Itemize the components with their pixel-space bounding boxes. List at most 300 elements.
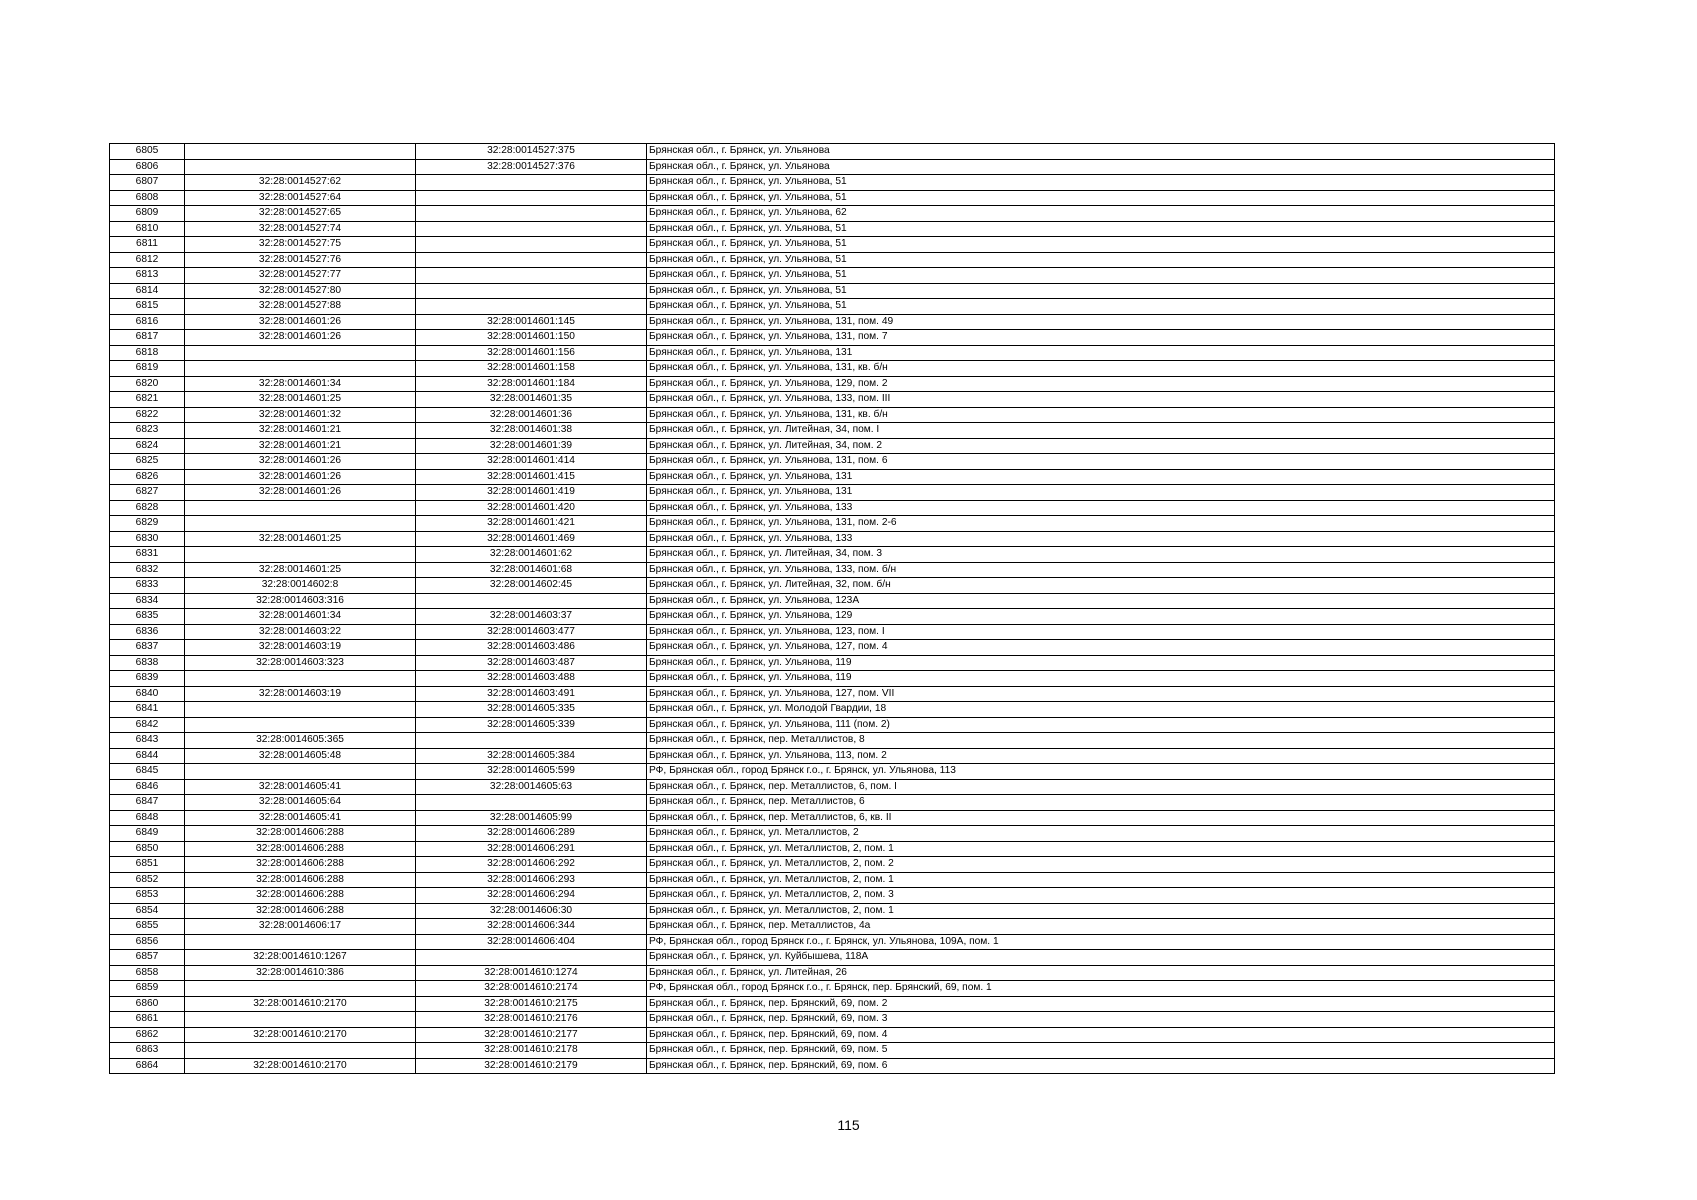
cadastral-number-secondary-cell: 32:28:0014601:145 [416,314,647,330]
cadastral-number-primary-cell: 32:28:0014601:34 [185,609,416,625]
row-number-cell: 6810 [110,221,185,237]
cadastral-number-primary-cell: 32:28:0014610:386 [185,965,416,981]
row-number-cell: 6842 [110,717,185,733]
address-cell: Брянская обл., г. Брянск, ул. Ульянова, 129, пом. 2 [647,376,1555,392]
cadastral-number-primary-cell: 32:28:0014603:316 [185,593,416,609]
cadastral-number-primary-cell [185,547,416,563]
cadastral-number-secondary-cell: 32:28:0014603:486 [416,640,647,656]
cadastral-number-primary-cell [185,345,416,361]
table-row [110,1043,1555,1059]
cadastral-number-secondary-cell: 32:28:0014602:45 [416,578,647,594]
cadastral-number-secondary-cell: 32:28:0014606:294 [416,888,647,904]
table-row [110,717,1555,733]
table-row [110,934,1555,950]
table-row [110,562,1555,578]
cadastral-number-primary-cell: 32:28:0014601:26 [185,454,416,470]
address-cell: Брянская обл., г. Брянск, ул. Ульянова, 119 [647,671,1555,687]
cadastral-number-primary-cell: 32:28:0014527:65 [185,206,416,222]
table-row [110,1012,1555,1028]
row-number-cell: 6841 [110,702,185,718]
address-cell: Брянская обл., г. Брянск, ул. Ульянова, 133, пом. б/н [647,562,1555,578]
address-cell: Брянская обл., г. Брянск, ул. Ульянова, 133, пом. III [647,392,1555,408]
cadastral-number-primary-cell: 32:28:0014601:21 [185,423,416,439]
cadastral-number-secondary-cell: 32:28:0014601:158 [416,361,647,377]
cadastral-number-secondary-cell: 32:28:0014601:414 [416,454,647,470]
table-row [110,345,1555,361]
cadastral-number-primary-cell: 32:28:0014601:26 [185,330,416,346]
address-cell: Брянская обл., г. Брянск, ул. Ульянова, 127, пом. VII [647,686,1555,702]
cadastral-number-primary-cell: 32:28:0014601:25 [185,562,416,578]
address-cell: Брянская обл., г. Брянск, ул. Металлистов, 2, пом. 1 [647,841,1555,857]
cadastral-number-secondary-cell: 32:28:0014601:36 [416,407,647,423]
cadastral-number-secondary-cell: 32:28:0014601:68 [416,562,647,578]
cadastral-number-secondary-cell [416,795,647,811]
row-number-cell: 6812 [110,252,185,268]
table-row [110,407,1555,423]
row-number-cell: 6818 [110,345,185,361]
cadastral-number-secondary-cell: 32:28:0014605:335 [416,702,647,718]
cadastral-number-primary-cell: 32:28:0014601:26 [185,485,416,501]
cadastral-number-primary-cell: 32:28:0014606:288 [185,841,416,857]
row-number-cell: 6811 [110,237,185,253]
cadastral-number-secondary-cell: 32:28:0014601:415 [416,469,647,485]
cadastral-number-secondary-cell: 32:28:0014527:376 [416,159,647,175]
address-cell: Брянская обл., г. Брянск, ул. Ульянова, 131, пом. 6 [647,454,1555,470]
cadastral-number-secondary-cell: 32:28:0014606:291 [416,841,647,857]
address-cell: Брянская обл., г. Брянск, пер. Металлистов, 4а [647,919,1555,935]
table-row [110,888,1555,904]
address-cell: Брянская обл., г. Брянск, ул. Металлистов, 2, пом. 2 [647,857,1555,873]
cadastral-number-secondary-cell: 32:28:0014605:99 [416,810,647,826]
address-cell: РФ, Брянская обл., город Брянск г.о., г. Брянск, ул. Ульянова, 113 [647,764,1555,780]
cadastral-number-primary-cell: 32:28:0014610:2170 [185,1058,416,1074]
cadastral-number-primary-cell [185,934,416,950]
cadastral-number-primary-cell [185,516,416,532]
cadastral-number-primary-cell: 32:28:0014603:22 [185,624,416,640]
cadastral-number-primary-cell [185,1043,416,1059]
address-cell: Брянская обл., г. Брянск, пер. Брянский, 69, пом. 5 [647,1043,1555,1059]
cadastral-number-primary-cell: 32:28:0014527:74 [185,221,416,237]
address-cell: Брянская обл., г. Брянск, пер. Металлистов, 6 [647,795,1555,811]
cadastral-number-primary-cell: 32:28:0014527:76 [185,252,416,268]
cadastral-number-secondary-cell [416,221,647,237]
address-cell: Брянская обл., г. Брянск, пер. Брянский, 69, пом. 6 [647,1058,1555,1074]
table-row [110,438,1555,454]
address-cell: РФ, Брянская обл., город Брянск г.о., г. Брянск, ул. Ульянова, 109А, пом. 1 [647,934,1555,950]
cadastral-number-secondary-cell: 32:28:0014601:419 [416,485,647,501]
cadastral-number-primary-cell [185,981,416,997]
cadastral-number-primary-cell: 32:28:0014527:62 [185,175,416,191]
table-row [110,144,1555,160]
table-row [110,175,1555,191]
table-row [110,578,1555,594]
table-row [110,252,1555,268]
address-cell: Брянская обл., г. Брянск, ул. Ульянова, 123А [647,593,1555,609]
row-number-cell: 6837 [110,640,185,656]
cadastral-number-primary-cell: 32:28:0014603:323 [185,655,416,671]
cadastral-number-primary-cell: 32:28:0014601:26 [185,469,416,485]
table-row [110,903,1555,919]
row-number-cell: 6823 [110,423,185,439]
table-row [110,795,1555,811]
cadastral-number-primary-cell: 32:28:0014606:288 [185,888,416,904]
address-cell: Брянская обл., г. Брянск, ул. Литейная, 32, пом. б/н [647,578,1555,594]
address-cell: Брянская обл., г. Брянск, ул. Ульянова, 127, пом. 4 [647,640,1555,656]
address-cell: Брянская обл., г. Брянск, ул. Ульянова [647,144,1555,160]
table-row [110,1027,1555,1043]
address-cell: Брянская обл., г. Брянск, пер. Брянский, 69, пом. 4 [647,1027,1555,1043]
table-row [110,996,1555,1012]
cadastral-number-secondary-cell [416,950,647,966]
address-cell: Брянская обл., г. Брянск, ул. Ульянова, 129 [647,609,1555,625]
row-number-cell: 6855 [110,919,185,935]
row-number-cell: 6831 [110,547,185,563]
cadastral-number-primary-cell [185,361,416,377]
row-number-cell: 6848 [110,810,185,826]
cadastral-number-primary-cell: 32:28:0014606:288 [185,903,416,919]
table-row [110,314,1555,330]
table-row [110,733,1555,749]
address-cell: Брянская обл., г. Брянск, ул. Молодой Гвардии, 18 [647,702,1555,718]
address-cell: Брянская обл., г. Брянск, пер. Брянский, 69, пом. 2 [647,996,1555,1012]
cadastral-number-secondary-cell [416,733,647,749]
cadastral-number-secondary-cell: 32:28:0014606:344 [416,919,647,935]
row-number-cell: 6834 [110,593,185,609]
cadastral-number-secondary-cell: 32:28:0014606:404 [416,934,647,950]
table-row [110,268,1555,284]
address-cell: Брянская обл., г. Брянск, ул. Литейная, 34, пом. I [647,423,1555,439]
cadastral-number-secondary-cell: 32:28:0014603:488 [416,671,647,687]
cadastral-number-primary-cell: 32:28:0014601:26 [185,314,416,330]
table-row [110,392,1555,408]
cadastral-number-primary-cell: 32:28:0014606:288 [185,826,416,842]
row-number-cell: 6847 [110,795,185,811]
address-cell: Брянская обл., г. Брянск, ул. Ульянова [647,159,1555,175]
cadastral-number-primary-cell: 32:28:0014606:17 [185,919,416,935]
address-cell: Брянская обл., г. Брянск, ул. Ульянова, 133 [647,531,1555,547]
cadastral-number-secondary-cell: 32:28:0014601:156 [416,345,647,361]
row-number-cell: 6814 [110,283,185,299]
cadastral-number-primary-cell: 32:28:0014601:25 [185,392,416,408]
address-cell: Брянская обл., г. Брянск, ул. Ульянова, 119 [647,655,1555,671]
cadastral-number-secondary-cell [416,283,647,299]
cadastral-number-primary-cell: 32:28:0014605:41 [185,779,416,795]
table-row [110,516,1555,532]
table-row [110,810,1555,826]
table-row [110,500,1555,516]
cadastral-number-primary-cell: 32:28:0014527:75 [185,237,416,253]
cadastral-number-secondary-cell: 32:28:0014601:38 [416,423,647,439]
address-cell: Брянская обл., г. Брянск, ул. Ульянова, 51 [647,190,1555,206]
table-row [110,919,1555,935]
row-number-cell: 6860 [110,996,185,1012]
address-cell: Брянская обл., г. Брянск, ул. Ульянова, 51 [647,299,1555,315]
address-cell: Брянская обл., г. Брянск, пер. Металлистов, 8 [647,733,1555,749]
address-cell: Брянская обл., г. Брянск, ул. Ульянова, 113, пом. 2 [647,748,1555,764]
row-number-cell: 6807 [110,175,185,191]
cadastral-number-primary-cell: 32:28:0014605:64 [185,795,416,811]
cadastral-number-primary-cell [185,1012,416,1028]
cadastral-number-primary-cell: 32:28:0014601:21 [185,438,416,454]
address-cell: Брянская обл., г. Брянск, пер. Металлистов, 6, кв. II [647,810,1555,826]
table-row [110,826,1555,842]
row-number-cell: 6857 [110,950,185,966]
cadastral-number-secondary-cell: 32:28:0014527:375 [416,144,647,160]
cadastral-number-secondary-cell: 32:28:0014606:289 [416,826,647,842]
row-number-cell: 6824 [110,438,185,454]
cadastral-number-secondary-cell: 32:28:0014605:599 [416,764,647,780]
cadastral-number-primary-cell: 32:28:0014527:64 [185,190,416,206]
cadastral-number-primary-cell: 32:28:0014605:365 [185,733,416,749]
address-cell: Брянская обл., г. Брянск, ул. Металлистов, 2, пом. 1 [647,872,1555,888]
address-cell: Брянская обл., г. Брянск, ул. Литейная, 34, пом. 3 [647,547,1555,563]
address-cell: Брянская обл., г. Брянск, пер. Брянский, 69, пом. 3 [647,1012,1555,1028]
row-number-cell: 6817 [110,330,185,346]
cadastral-number-secondary-cell: 32:28:0014605:63 [416,779,647,795]
address-cell: РФ, Брянская обл., город Брянск г.о., г. Брянск, пер. Брянский, 69, пом. 1 [647,981,1555,997]
row-number-cell: 6845 [110,764,185,780]
table-row [110,206,1555,222]
cadastral-number-primary-cell [185,500,416,516]
cadastral-number-primary-cell [185,717,416,733]
table-row [110,330,1555,346]
cadastral-number-primary-cell: 32:28:0014603:19 [185,640,416,656]
cadastral-number-secondary-cell [416,252,647,268]
row-number-cell: 6849 [110,826,185,842]
row-number-cell: 6840 [110,686,185,702]
cadastral-number-primary-cell: 32:28:0014610:2170 [185,996,416,1012]
table-row [110,237,1555,253]
cadastral-number-secondary-cell: 32:28:0014606:292 [416,857,647,873]
address-cell: Брянская обл., г. Брянск, ул. Ульянова, 51 [647,237,1555,253]
address-cell: Брянская обл., г. Брянск, ул. Металлистов, 2, пом. 1 [647,903,1555,919]
address-cell: Брянская обл., г. Брянск, ул. Ульянова, 131, кв. б/н [647,361,1555,377]
cadastral-number-primary-cell: 32:28:0014606:288 [185,872,416,888]
cadastral-number-secondary-cell: 32:28:0014606:30 [416,903,647,919]
table-row [110,531,1555,547]
table-row [110,764,1555,780]
row-number-cell: 6858 [110,965,185,981]
table-row [110,1058,1555,1074]
row-number-cell: 6852 [110,872,185,888]
address-cell: Брянская обл., г. Брянск, ул. Литейная, 26 [647,965,1555,981]
row-number-cell: 6815 [110,299,185,315]
row-number-cell: 6829 [110,516,185,532]
cadastral-number-primary-cell [185,671,416,687]
row-number-cell: 6853 [110,888,185,904]
cadastral-number-secondary-cell: 32:28:0014603:491 [416,686,647,702]
cadastral-number-secondary-cell: 32:28:0014601:150 [416,330,647,346]
table-row [110,748,1555,764]
row-number-cell: 6805 [110,144,185,160]
cadastral-number-secondary-cell: 32:28:0014610:2176 [416,1012,647,1028]
cadastral-number-primary-cell [185,764,416,780]
cadastral-number-primary-cell [185,702,416,718]
row-number-cell: 6859 [110,981,185,997]
table-row [110,221,1555,237]
table-row [110,872,1555,888]
cadastral-number-secondary-cell: 32:28:0014603:487 [416,655,647,671]
row-number-cell: 6809 [110,206,185,222]
cadastral-number-secondary-cell [416,299,647,315]
address-cell: Брянская обл., г. Брянск, ул. Ульянова, 62 [647,206,1555,222]
table-row [110,376,1555,392]
page-number: 115 [837,1117,860,1133]
table-row [110,547,1555,563]
table-row [110,841,1555,857]
row-number-cell: 6828 [110,500,185,516]
address-cell: Брянская обл., г. Брянск, ул. Ульянова, 131 [647,345,1555,361]
cadastral-number-secondary-cell: 32:28:0014603:37 [416,609,647,625]
row-number-cell: 6820 [110,376,185,392]
row-number-cell: 6813 [110,268,185,284]
cadastral-number-primary-cell: 32:28:0014602:8 [185,578,416,594]
cadastral-number-primary-cell: 32:28:0014606:288 [185,857,416,873]
registry-table-body [110,144,1555,1074]
cadastral-number-primary-cell [185,144,416,160]
table-row [110,299,1555,315]
address-cell: Брянская обл., г. Брянск, ул. Металлистов, 2, пом. 3 [647,888,1555,904]
cadastral-number-primary-cell: 32:28:0014610:1267 [185,950,416,966]
row-number-cell: 6864 [110,1058,185,1074]
address-cell: Брянская обл., г. Брянск, ул. Ульянова, 131, пом. 49 [647,314,1555,330]
row-number-cell: 6843 [110,733,185,749]
row-number-cell: 6819 [110,361,185,377]
address-cell: Брянская обл., г. Брянск, ул. Ульянова, 131, пом. 7 [647,330,1555,346]
cadastral-number-primary-cell: 32:28:0014527:80 [185,283,416,299]
table-row [110,950,1555,966]
cadastral-number-secondary-cell: 32:28:0014606:293 [416,872,647,888]
row-number-cell: 6826 [110,469,185,485]
row-number-cell: 6846 [110,779,185,795]
row-number-cell: 6851 [110,857,185,873]
table-row [110,965,1555,981]
address-cell: Брянская обл., г. Брянск, ул. Ульянова, 131, пом. 2-6 [647,516,1555,532]
cadastral-number-secondary-cell [416,206,647,222]
registry-table [109,143,1555,1074]
table-row [110,857,1555,873]
row-number-cell: 6808 [110,190,185,206]
address-cell: Брянская обл., г. Брянск, ул. Ульянова, 51 [647,268,1555,284]
row-number-cell: 6850 [110,841,185,857]
address-cell: Брянская обл., г. Брянск, ул. Ульянова, 133 [647,500,1555,516]
row-number-cell: 6863 [110,1043,185,1059]
row-number-cell: 6856 [110,934,185,950]
cadastral-number-secondary-cell: 32:28:0014603:477 [416,624,647,640]
table-row [110,655,1555,671]
cadastral-number-secondary-cell: 32:28:0014605:384 [416,748,647,764]
cadastral-number-primary-cell: 32:28:0014601:32 [185,407,416,423]
address-cell: Брянская обл., г. Брянск, ул. Ульянова, 131 [647,469,1555,485]
table-row [110,485,1555,501]
table-row [110,779,1555,795]
cadastral-number-secondary-cell [416,268,647,284]
row-number-cell: 6822 [110,407,185,423]
table-row [110,454,1555,470]
cadastral-number-secondary-cell [416,593,647,609]
table-row [110,624,1555,640]
address-cell: Брянская обл., г. Брянск, ул. Ульянова, 51 [647,283,1555,299]
cadastral-number-secondary-cell: 32:28:0014610:2174 [416,981,647,997]
cadastral-number-primary-cell: 32:28:0014605:48 [185,748,416,764]
cadastral-number-secondary-cell: 32:28:0014601:184 [416,376,647,392]
cadastral-number-primary-cell: 32:28:0014601:34 [185,376,416,392]
row-number-cell: 6836 [110,624,185,640]
address-cell: Брянская обл., г. Брянск, ул. Ульянова, 131 [647,485,1555,501]
row-number-cell: 6821 [110,392,185,408]
table-row [110,609,1555,625]
table-row [110,671,1555,687]
cadastral-number-primary-cell: 32:28:0014603:19 [185,686,416,702]
cadastral-number-secondary-cell: 32:28:0014601:421 [416,516,647,532]
row-number-cell: 6827 [110,485,185,501]
row-number-cell: 6862 [110,1027,185,1043]
address-cell: Брянская обл., г. Брянск, ул. Ульянова, 51 [647,221,1555,237]
row-number-cell: 6839 [110,671,185,687]
row-number-cell: 6835 [110,609,185,625]
address-cell: Брянская обл., г. Брянск, ул. Ульянова, 123, пом. I [647,624,1555,640]
cadastral-number-primary-cell: 32:28:0014605:41 [185,810,416,826]
address-cell: Брянская обл., г. Брянск, ул. Ульянова, 111 (пом. 2) [647,717,1555,733]
row-number-cell: 6816 [110,314,185,330]
table-row [110,283,1555,299]
table-row [110,981,1555,997]
address-cell: Брянская обл., г. Брянск, ул. Металлистов, 2 [647,826,1555,842]
row-number-cell: 6854 [110,903,185,919]
row-number-cell: 6844 [110,748,185,764]
table-row [110,423,1555,439]
cadastral-number-secondary-cell: 32:28:0014610:1274 [416,965,647,981]
row-number-cell: 6830 [110,531,185,547]
cadastral-number-secondary-cell [416,237,647,253]
cadastral-number-primary-cell [185,159,416,175]
cadastral-number-primary-cell: 32:28:0014610:2170 [185,1027,416,1043]
cadastral-number-secondary-cell: 32:28:0014610:2179 [416,1058,647,1074]
table-row [110,640,1555,656]
row-number-cell: 6832 [110,562,185,578]
table-row [110,593,1555,609]
cadastral-number-secondary-cell: 32:28:0014601:35 [416,392,647,408]
row-number-cell: 6806 [110,159,185,175]
row-number-cell: 6861 [110,1012,185,1028]
cadastral-number-primary-cell: 32:28:0014527:88 [185,299,416,315]
address-cell: Брянская обл., г. Брянск, ул. Куйбышева, 118А [647,950,1555,966]
table-row [110,159,1555,175]
address-cell: Брянская обл., г. Брянск, пер. Металлистов, 6, пом. I [647,779,1555,795]
cadastral-number-secondary-cell: 32:28:0014610:2178 [416,1043,647,1059]
cadastral-number-secondary-cell [416,175,647,191]
cadastral-number-secondary-cell: 32:28:0014601:62 [416,547,647,563]
cadastral-number-secondary-cell: 32:28:0014610:2175 [416,996,647,1012]
address-cell: Брянская обл., г. Брянск, ул. Литейная, 34, пом. 2 [647,438,1555,454]
row-number-cell: 6825 [110,454,185,470]
address-cell: Брянская обл., г. Брянск, ул. Ульянова, 51 [647,175,1555,191]
cadastral-number-secondary-cell: 32:28:0014605:339 [416,717,647,733]
address-cell: Брянская обл., г. Брянск, ул. Ульянова, 131, кв. б/н [647,407,1555,423]
cadastral-number-secondary-cell [416,190,647,206]
row-number-cell: 6833 [110,578,185,594]
table-row [110,469,1555,485]
cadastral-number-secondary-cell: 32:28:0014601:39 [416,438,647,454]
cadastral-number-secondary-cell: 32:28:0014601:420 [416,500,647,516]
table-row [110,702,1555,718]
cadastral-number-secondary-cell: 32:28:0014610:2177 [416,1027,647,1043]
cadastral-number-primary-cell: 32:28:0014527:77 [185,268,416,284]
row-number-cell: 6838 [110,655,185,671]
table-row [110,686,1555,702]
table-row [110,190,1555,206]
address-cell: Брянская обл., г. Брянск, ул. Ульянова, 51 [647,252,1555,268]
